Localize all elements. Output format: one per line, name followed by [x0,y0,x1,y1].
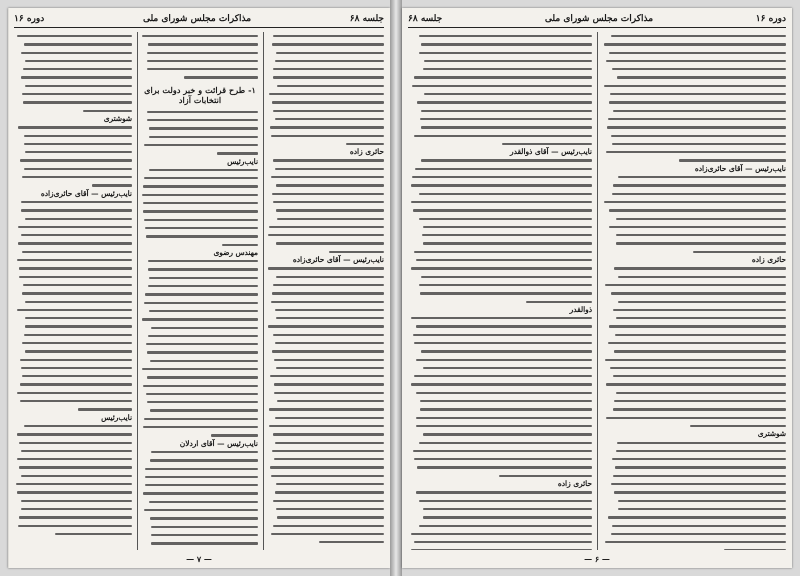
right-header-right: دوره ۱۶ [755,14,786,24]
paragraph-text [410,156,592,305]
right-page-column-1 [604,32,786,550]
speaker-label: نایب‌رئیس — آقای حائری‌زاده [694,163,786,173]
speaker-label: نایب‌رئیس — آقای اردلان [179,438,258,448]
paragraph-text [604,439,786,550]
speaker-label: شوشتری [103,113,132,123]
speaker-label: ذوالقدر [569,304,592,314]
left-page-column-2 [142,32,258,550]
speaker-label: حائری زاده [557,479,592,489]
left-header-center: مذاکرات مجلس شورای ملی [142,14,252,24]
paragraph-text [142,108,258,158]
speaker-label: نایب‌رئیس [101,412,132,422]
section-headline: ۱- طرح قرائت و خبر دولت برای انتخابات آزاد [144,84,256,105]
right-page-column-2 [410,32,592,550]
column-divider [263,32,264,550]
speaker-label: نایب‌رئیس — آقای حائری‌زاده [40,188,132,198]
left-header-left: دوره ۱۶ [14,14,45,24]
left-page-column-3 [16,32,132,550]
right-header-left: جلسه ۶۸ [408,14,443,24]
right-page [402,8,792,568]
paragraph-text [142,32,258,82]
speaker-label: حائری زاده [349,147,384,157]
paragraph-text [16,198,132,414]
speaker-label: نایب‌رئیس — آقای حائری‌زاده [292,255,384,265]
paragraph-text [410,488,592,550]
right-page-header [408,12,786,26]
paragraph-text [604,32,786,165]
paragraph-text [604,173,786,256]
paragraph-text [268,264,384,546]
paragraph-text [410,314,592,480]
left-page-number: — ۷ — [186,554,212,564]
left-header-rule [14,27,384,28]
speaker-label: حائری زاده [751,255,786,265]
left-page [8,8,390,568]
page-edge [8,8,9,568]
right-header-rule [408,27,786,28]
left-header-right: جلسه ۶۸ [349,14,384,24]
left-page-column-1 [268,32,384,550]
paragraph-text [16,123,132,189]
paragraph-text [142,257,258,440]
paragraph-text [604,264,786,430]
speaker-label: شوشتری [757,429,786,439]
column-divider [597,32,598,550]
left-page-header [14,12,384,26]
column-divider [137,32,138,550]
paragraph-text [142,448,258,550]
speaker-label: مهندس رضوی [213,247,258,257]
paragraph-text [268,156,384,256]
paragraph-text [142,166,258,249]
paragraph-text [410,32,592,148]
right-header-center: مذاکرات مجلس شورای ملی [544,14,654,24]
speaker-label: نایب‌رئیس — آقای ذوالقدر [510,147,592,157]
speaker-label: نایب‌رئیس [227,156,258,166]
paragraph-text [16,422,132,538]
book-gutter [390,0,402,576]
paragraph-text [268,32,384,148]
paragraph-text [16,32,132,115]
right-page-number: — ۶ — [584,554,610,564]
